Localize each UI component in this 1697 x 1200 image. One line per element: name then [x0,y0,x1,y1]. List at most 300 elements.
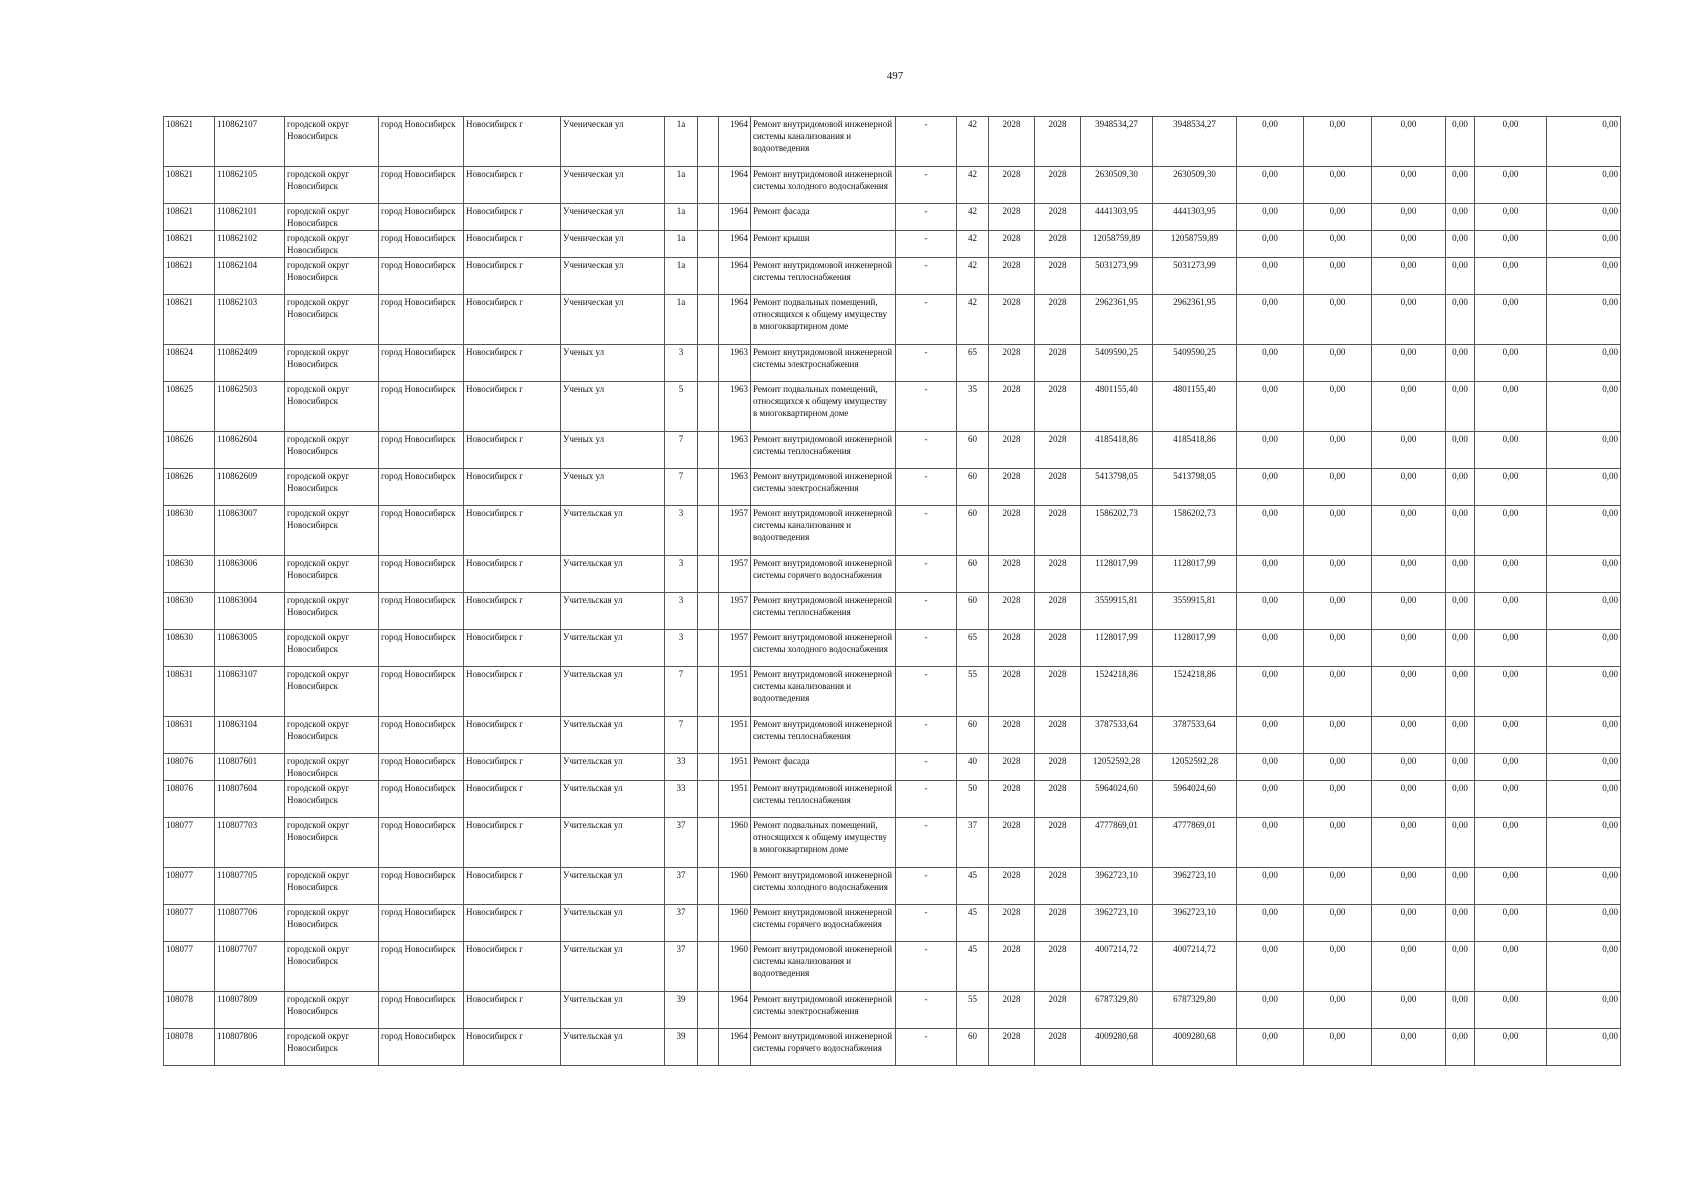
cell-total-cost: 3559915,81 [1081,593,1153,630]
cell-year-built: 1960 [719,868,751,905]
cell-settlement: город Новосибирск [379,905,464,942]
cell-budget-local: 0,00 [1372,345,1446,382]
cell-other-sources: 0,00 [1475,469,1547,506]
cell-year-built: 1963 [719,345,751,382]
cell-municipal-district: городской округ Новосибирск [285,754,379,781]
cell-house-id: 108078 [164,992,215,1029]
cell-work-id: 110807706 [215,905,285,942]
cell-budget-local: 0,00 [1372,593,1446,630]
cell-building [698,432,719,469]
cell-wear-percent: 60 [957,717,989,754]
cell-owners-share: 0,00 [1446,754,1475,781]
cell-reserve: 0,00 [1547,781,1621,818]
cell-total-cost: 1524218,86 [1081,667,1153,717]
cell-budget-regional: 0,00 [1304,382,1372,432]
cell-plan-year-start: 2028 [989,818,1035,868]
cell-work-type: Ремонт внутридомовой инженерной системы теплоснабжения [751,432,896,469]
table-row [164,204,1621,231]
cell-municipal-district: городской округ Новосибирск [285,382,379,432]
cell-street: Ученическая ул [561,258,665,295]
cell-municipal-district: городской округ Новосибирск [285,506,379,556]
cell-settlement: город Новосибирск [379,630,464,667]
cell-owners-share: 0,00 [1446,556,1475,593]
cell-total-cost: 2962361,95 [1081,295,1153,345]
cell-wear-percent: 42 [957,295,989,345]
table-row [164,942,1621,992]
cell-building [698,469,719,506]
cell-unit: - [896,754,957,781]
cell-plan-year-end: 2028 [1035,818,1081,868]
cell-budget-local: 0,00 [1372,868,1446,905]
table-row [164,667,1621,717]
cell-owners-share: 0,00 [1446,204,1475,231]
cell-house-id: 108621 [164,167,215,204]
cell-total-cost: 1128017,99 [1081,556,1153,593]
cell-wear-percent: 42 [957,167,989,204]
cell-municipal-district: городской округ Новосибирск [285,432,379,469]
cell-work-type: Ремонт внутридомовой инженерной системы канализования и водоотведения [751,506,896,556]
cell-unit: - [896,231,957,258]
cell-house-id: 108630 [164,556,215,593]
cell-unit: - [896,868,957,905]
cell-total-cost: 1128017,99 [1081,630,1153,667]
cell-plan-year-start: 2028 [989,905,1035,942]
cell-plan-year-start: 2028 [989,506,1035,556]
cell-other-sources: 0,00 [1475,667,1547,717]
cell-settlement: город Новосибирск [379,1029,464,1066]
cell-building [698,382,719,432]
cell-budget-local: 0,00 [1372,905,1446,942]
cell-plan-year-end: 2028 [1035,167,1081,204]
cell-municipal-district: городской округ Новосибирск [285,469,379,506]
table-row [164,717,1621,754]
cell-owners-share: 0,00 [1446,942,1475,992]
cell-street: Учительская ул [561,506,665,556]
cell-fund-cost: 4007214,72 [1153,942,1237,992]
cell-fund-cost: 5031273,99 [1153,258,1237,295]
cell-plan-year-start: 2028 [989,295,1035,345]
cell-locality: Новосибирск г [464,295,561,345]
cell-reserve: 0,00 [1547,432,1621,469]
cell-work-type: Ремонт внутридомовой инженерной системы канализования и водоотведения [751,667,896,717]
cell-plan-year-end: 2028 [1035,992,1081,1029]
table-row [164,167,1621,204]
cell-settlement: город Новосибирск [379,258,464,295]
cell-wear-percent: 45 [957,905,989,942]
cell-budget-federal: 0,00 [1237,942,1304,992]
cell-work-id: 110862409 [215,345,285,382]
cell-plan-year-start: 2028 [989,781,1035,818]
cell-house-number: 7 [665,667,698,717]
cell-owners-share: 0,00 [1446,667,1475,717]
cell-owners-share: 0,00 [1446,231,1475,258]
cell-budget-federal: 0,00 [1237,868,1304,905]
table-row [164,295,1621,345]
cell-year-built: 1964 [719,117,751,167]
cell-house-id: 108078 [164,1029,215,1066]
repair-registry-table [163,116,1621,1066]
cell-settlement: город Новосибирск [379,868,464,905]
cell-total-cost: 2630509,30 [1081,167,1153,204]
cell-plan-year-end: 2028 [1035,717,1081,754]
cell-plan-year-start: 2028 [989,345,1035,382]
cell-owners-share: 0,00 [1446,432,1475,469]
cell-total-cost: 6787329,80 [1081,992,1153,1029]
cell-wear-percent: 65 [957,345,989,382]
cell-house-id: 108621 [164,295,215,345]
cell-street: Учительская ул [561,905,665,942]
cell-budget-regional: 0,00 [1304,432,1372,469]
cell-owners-share: 0,00 [1446,630,1475,667]
cell-street: Учительская ул [561,717,665,754]
cell-budget-local: 0,00 [1372,717,1446,754]
cell-building [698,754,719,781]
cell-work-id: 110863007 [215,506,285,556]
cell-locality: Новосибирск г [464,231,561,258]
table-row [164,905,1621,942]
cell-owners-share: 0,00 [1446,905,1475,942]
cell-locality: Новосибирск г [464,432,561,469]
cell-owners-share: 0,00 [1446,382,1475,432]
cell-settlement: город Новосибирск [379,117,464,167]
cell-house-number: 1а [665,117,698,167]
table-row [164,754,1621,781]
cell-total-cost: 5964024,60 [1081,781,1153,818]
cell-fund-cost: 4777869,01 [1153,818,1237,868]
cell-other-sources: 0,00 [1475,992,1547,1029]
cell-house-number: 37 [665,905,698,942]
cell-year-built: 1951 [719,717,751,754]
cell-work-type: Ремонт внутридомовой инженерной системы горячего водоснабжения [751,1029,896,1066]
cell-municipal-district: городской округ Новосибирск [285,905,379,942]
cell-year-built: 1964 [719,167,751,204]
cell-owners-share: 0,00 [1446,1029,1475,1066]
cell-house-id: 108626 [164,432,215,469]
cell-building [698,204,719,231]
cell-plan-year-start: 2028 [989,117,1035,167]
cell-wear-percent: 35 [957,382,989,432]
cell-budget-federal: 0,00 [1237,167,1304,204]
cell-budget-local: 0,00 [1372,556,1446,593]
cell-reserve: 0,00 [1547,717,1621,754]
cell-locality: Новосибирск г [464,818,561,868]
cell-work-type: Ремонт внутридомовой инженерной системы теплоснабжения [751,781,896,818]
cell-locality: Новосибирск г [464,258,561,295]
cell-total-cost: 5413798,05 [1081,469,1153,506]
cell-work-type: Ремонт крыши [751,231,896,258]
cell-plan-year-end: 2028 [1035,754,1081,781]
cell-plan-year-end: 2028 [1035,345,1081,382]
cell-house-number: 7 [665,432,698,469]
cell-house-number: 1а [665,231,698,258]
table-row [164,345,1621,382]
cell-year-built: 1964 [719,204,751,231]
cell-fund-cost: 5964024,60 [1153,781,1237,818]
cell-work-type: Ремонт внутридомовой инженерной системы холодного водоснабжения [751,167,896,204]
cell-building [698,167,719,204]
cell-reserve: 0,00 [1547,754,1621,781]
cell-plan-year-end: 2028 [1035,258,1081,295]
cell-plan-year-start: 2028 [989,469,1035,506]
cell-municipal-district: городской округ Новосибирск [285,295,379,345]
cell-house-id: 108630 [164,630,215,667]
cell-house-id: 108630 [164,506,215,556]
cell-total-cost: 4007214,72 [1081,942,1153,992]
cell-street: Ученых ул [561,469,665,506]
cell-plan-year-start: 2028 [989,754,1035,781]
cell-budget-federal: 0,00 [1237,258,1304,295]
cell-locality: Новосибирск г [464,469,561,506]
cell-work-id: 110862604 [215,432,285,469]
cell-budget-federal: 0,00 [1237,781,1304,818]
cell-work-type: Ремонт внутридомовой инженерной системы горячего водоснабжения [751,556,896,593]
cell-year-built: 1960 [719,818,751,868]
cell-reserve: 0,00 [1547,345,1621,382]
cell-wear-percent: 42 [957,258,989,295]
cell-municipal-district: городской округ Новосибирск [285,1029,379,1066]
cell-owners-share: 0,00 [1446,117,1475,167]
cell-wear-percent: 42 [957,204,989,231]
cell-reserve: 0,00 [1547,868,1621,905]
cell-house-number: 7 [665,469,698,506]
cell-settlement: город Новосибирск [379,432,464,469]
cell-owners-share: 0,00 [1446,295,1475,345]
cell-municipal-district: городской округ Новосибирск [285,630,379,667]
cell-other-sources: 0,00 [1475,630,1547,667]
cell-budget-regional: 0,00 [1304,754,1372,781]
cell-plan-year-start: 2028 [989,868,1035,905]
cell-street: Ученическая ул [561,117,665,167]
cell-work-id: 110807604 [215,781,285,818]
table-row [164,630,1621,667]
cell-street: Учительская ул [561,630,665,667]
cell-fund-cost: 3962723,10 [1153,905,1237,942]
cell-plan-year-start: 2028 [989,382,1035,432]
cell-other-sources: 0,00 [1475,556,1547,593]
cell-house-number: 3 [665,556,698,593]
cell-budget-regional: 0,00 [1304,818,1372,868]
cell-fund-cost: 2962361,95 [1153,295,1237,345]
cell-work-id: 110807703 [215,818,285,868]
cell-house-number: 37 [665,942,698,992]
cell-reserve: 0,00 [1547,630,1621,667]
cell-year-built: 1964 [719,258,751,295]
cell-work-id: 110862104 [215,258,285,295]
cell-plan-year-start: 2028 [989,1029,1035,1066]
cell-work-type: Ремонт подвальных помещений, относящихся к общему имуществу в многоквартирном доме [751,382,896,432]
cell-work-type: Ремонт внутридомовой инженерной системы электроснабжения [751,469,896,506]
cell-plan-year-end: 2028 [1035,382,1081,432]
cell-budget-local: 0,00 [1372,992,1446,1029]
cell-total-cost: 3962723,10 [1081,905,1153,942]
cell-work-type: Ремонт внутридомовой инженерной системы электроснабжения [751,992,896,1029]
cell-locality: Новосибирск г [464,942,561,992]
cell-settlement: город Новосибирск [379,469,464,506]
cell-street: Учительская ул [561,868,665,905]
cell-plan-year-end: 2028 [1035,117,1081,167]
cell-settlement: город Новосибирск [379,667,464,717]
table-row [164,556,1621,593]
cell-year-built: 1964 [719,992,751,1029]
cell-owners-share: 0,00 [1446,992,1475,1029]
cell-plan-year-start: 2028 [989,231,1035,258]
cell-total-cost: 3962723,10 [1081,868,1153,905]
cell-budget-regional: 0,00 [1304,117,1372,167]
cell-budget-regional: 0,00 [1304,167,1372,204]
cell-budget-local: 0,00 [1372,258,1446,295]
cell-fund-cost: 2630509,30 [1153,167,1237,204]
cell-plan-year-start: 2028 [989,258,1035,295]
cell-building [698,818,719,868]
cell-budget-federal: 0,00 [1237,295,1304,345]
cell-plan-year-start: 2028 [989,667,1035,717]
cell-reserve: 0,00 [1547,1029,1621,1066]
cell-house-id: 108621 [164,204,215,231]
cell-locality: Новосибирск г [464,593,561,630]
cell-house-id: 108077 [164,905,215,942]
cell-total-cost: 4777869,01 [1081,818,1153,868]
cell-budget-regional: 0,00 [1304,942,1372,992]
cell-wear-percent: 50 [957,781,989,818]
cell-wear-percent: 60 [957,506,989,556]
cell-plan-year-end: 2028 [1035,868,1081,905]
cell-wear-percent: 45 [957,868,989,905]
cell-fund-cost: 1586202,73 [1153,506,1237,556]
cell-locality: Новосибирск г [464,868,561,905]
table-row [164,992,1621,1029]
cell-work-type: Ремонт внутридомовой инженерной системы электроснабжения [751,345,896,382]
cell-settlement: город Новосибирск [379,345,464,382]
cell-other-sources: 0,00 [1475,167,1547,204]
cell-plan-year-start: 2028 [989,593,1035,630]
cell-building [698,992,719,1029]
cell-budget-federal: 0,00 [1237,593,1304,630]
cell-house-number: 37 [665,818,698,868]
cell-unit: - [896,167,957,204]
cell-plan-year-end: 2028 [1035,630,1081,667]
cell-plan-year-end: 2028 [1035,506,1081,556]
cell-total-cost: 12058759,89 [1081,231,1153,258]
cell-building [698,717,719,754]
cell-work-type: Ремонт внутридомовой инженерной системы горячего водоснабжения [751,905,896,942]
cell-municipal-district: городской округ Новосибирск [285,992,379,1029]
cell-unit: - [896,117,957,167]
cell-wear-percent: 65 [957,630,989,667]
cell-year-built: 1964 [719,231,751,258]
cell-wear-percent: 60 [957,1029,989,1066]
cell-budget-local: 0,00 [1372,781,1446,818]
cell-budget-local: 0,00 [1372,469,1446,506]
cell-wear-percent: 60 [957,469,989,506]
cell-fund-cost: 5409590,25 [1153,345,1237,382]
cell-budget-regional: 0,00 [1304,630,1372,667]
cell-house-id: 108624 [164,345,215,382]
table-row [164,868,1621,905]
cell-year-built: 1964 [719,295,751,345]
cell-owners-share: 0,00 [1446,469,1475,506]
cell-unit: - [896,818,957,868]
cell-street: Учительская ул [561,593,665,630]
cell-budget-local: 0,00 [1372,167,1446,204]
cell-municipal-district: городской округ Новосибирск [285,204,379,231]
cell-work-type: Ремонт внутридомовой инженерной системы теплоснабжения [751,717,896,754]
cell-work-id: 110807601 [215,754,285,781]
cell-unit: - [896,992,957,1029]
cell-work-type: Ремонт фасада [751,754,896,781]
cell-municipal-district: городской округ Новосибирск [285,167,379,204]
cell-settlement: город Новосибирск [379,717,464,754]
cell-plan-year-start: 2028 [989,432,1035,469]
cell-plan-year-start: 2028 [989,630,1035,667]
cell-total-cost: 4185418,86 [1081,432,1153,469]
cell-house-id: 108631 [164,717,215,754]
cell-settlement: город Новосибирск [379,992,464,1029]
cell-other-sources: 0,00 [1475,818,1547,868]
table-row [164,469,1621,506]
cell-unit: - [896,593,957,630]
cell-plan-year-end: 2028 [1035,667,1081,717]
cell-reserve: 0,00 [1547,469,1621,506]
cell-reserve: 0,00 [1547,258,1621,295]
cell-unit: - [896,781,957,818]
table-row [164,593,1621,630]
cell-street: Учительская ул [561,556,665,593]
cell-street: Ученическая ул [561,231,665,258]
cell-unit: - [896,382,957,432]
cell-budget-local: 0,00 [1372,117,1446,167]
cell-budget-local: 0,00 [1372,231,1446,258]
cell-budget-federal: 0,00 [1237,754,1304,781]
cell-reserve: 0,00 [1547,992,1621,1029]
cell-wear-percent: 45 [957,942,989,992]
cell-fund-cost: 12058759,89 [1153,231,1237,258]
cell-plan-year-end: 2028 [1035,556,1081,593]
cell-building [698,1029,719,1066]
cell-work-id: 110863107 [215,667,285,717]
cell-work-id: 110862101 [215,204,285,231]
cell-year-built: 1957 [719,506,751,556]
cell-building [698,117,719,167]
cell-budget-federal: 0,00 [1237,905,1304,942]
cell-house-number: 1а [665,204,698,231]
cell-budget-federal: 0,00 [1237,667,1304,717]
cell-house-id: 108621 [164,231,215,258]
cell-owners-share: 0,00 [1446,868,1475,905]
cell-other-sources: 0,00 [1475,432,1547,469]
table-body [164,117,1621,1066]
cell-street: Ученых ул [561,382,665,432]
cell-settlement: город Новосибирск [379,167,464,204]
cell-budget-regional: 0,00 [1304,506,1372,556]
cell-house-number: 7 [665,717,698,754]
cell-budget-local: 0,00 [1372,204,1446,231]
cell-unit: - [896,295,957,345]
cell-budget-federal: 0,00 [1237,432,1304,469]
cell-settlement: город Новосибирск [379,382,464,432]
cell-unit: - [896,717,957,754]
cell-budget-regional: 0,00 [1304,593,1372,630]
cell-house-id: 108076 [164,754,215,781]
cell-house-number: 37 [665,868,698,905]
cell-plan-year-end: 2028 [1035,781,1081,818]
cell-settlement: город Новосибирск [379,593,464,630]
cell-wear-percent: 42 [957,117,989,167]
cell-owners-share: 0,00 [1446,258,1475,295]
cell-budget-federal: 0,00 [1237,231,1304,258]
cell-locality: Новосибирск г [464,556,561,593]
cell-work-type: Ремонт внутридомовой инженерной системы канализования и водоотведения [751,942,896,992]
cell-fund-cost: 3948534,27 [1153,117,1237,167]
